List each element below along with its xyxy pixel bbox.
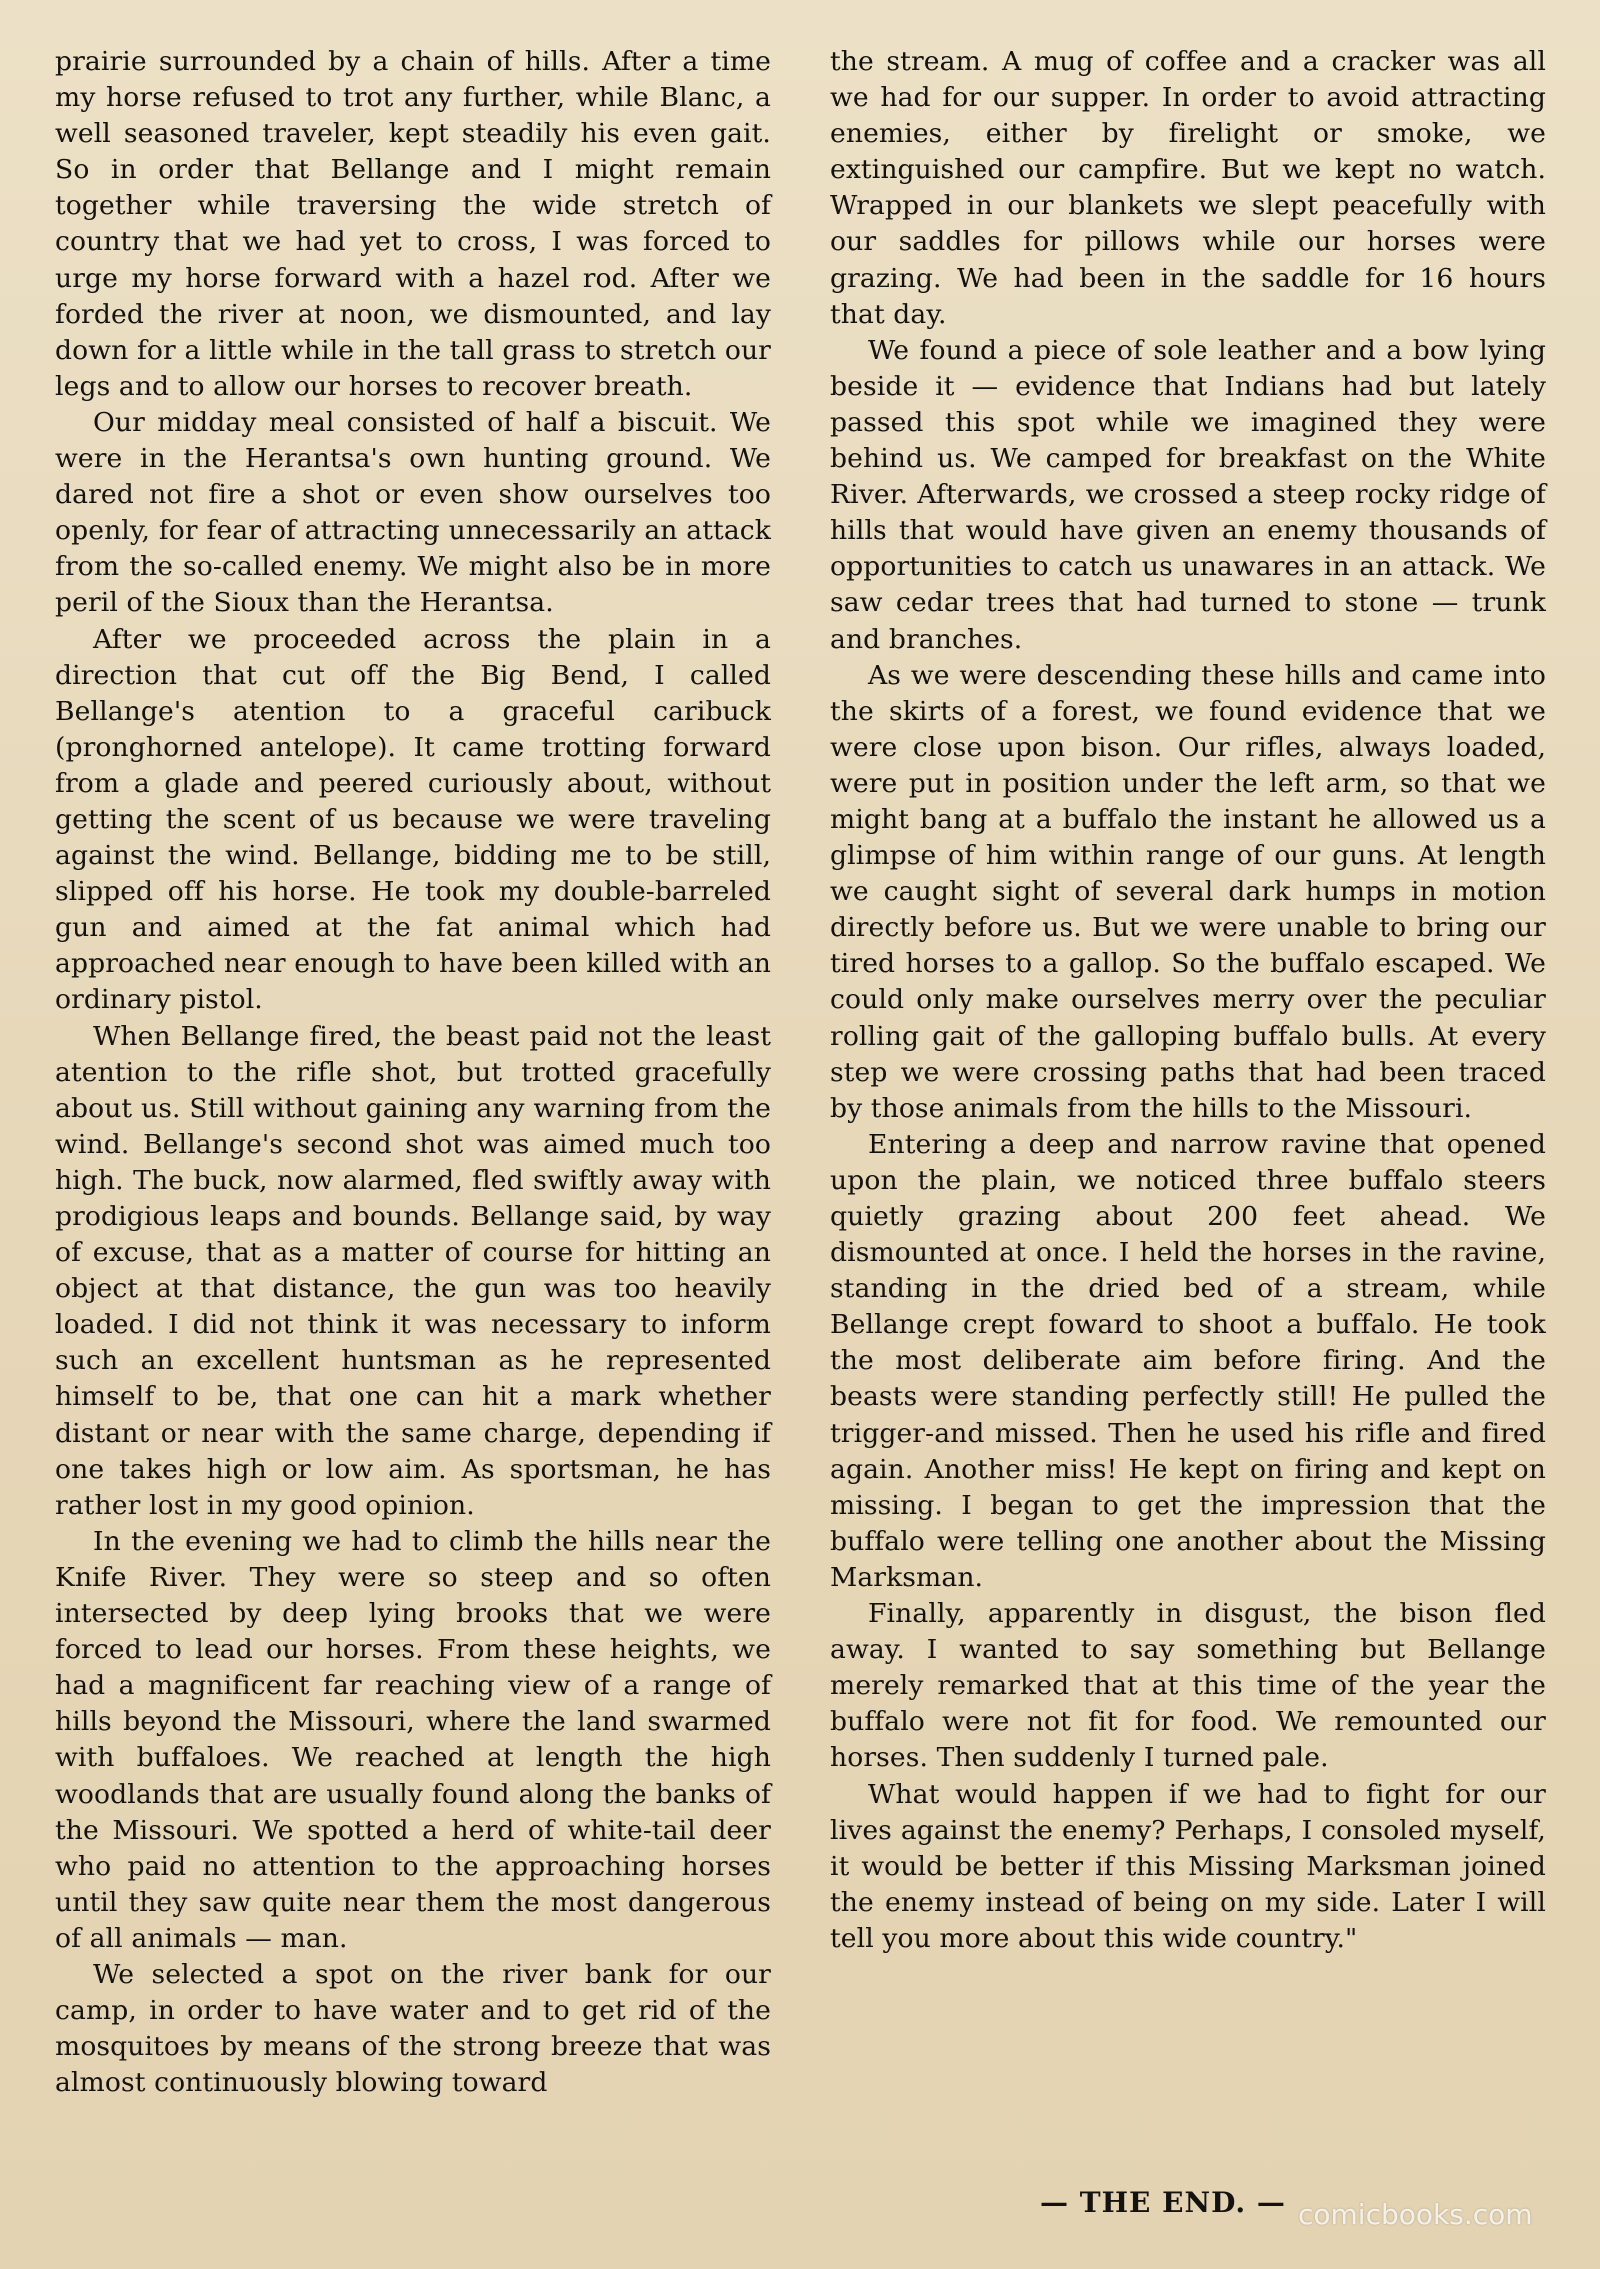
paragraph: Our midday meal consisted of half a biscuit. We were in the Herantsa's own hunting ground. We dared not fire a shot or even show ourselves too openly, for fear of attracting unnecessarily an attack from the so-called enemy. We might also be in more peril of the Sioux than the Herantsa. [55, 406, 771, 619]
the-end-label: — THE END. — [1040, 2186, 1286, 2219]
paragraph: prairie surrounded by a chain of hills. After a time my horse refused to trot any further, while Blanc, a well seasoned traveler, kept steadily his even gait. So in order that Bellange and I might remain together while traversing the wide stretch of country that we had yet to cross, I was forced to urge my horse forward with a hazel rod. After we forded the river at noon, we dismounted, and lay down for a little while in the tall grass to stretch our legs and to allow our horses to recover breath. [55, 46, 771, 402]
left-text-column [55, 44, 771, 2101]
paragraph: When Bellange fired, the beast paid not the least atention to the rifle shot, but trotted gracefully about us. Still without gaining any warning from the wind. Bellange's second shot was aimed much too high. The buck, now alarmed, fled swiftly away with prodigious leaps and bounds. Bellange said, by way of excuse, that as a matter of course for hitting an object at that distance, the gun was too heavily loaded. I did not think it was necessary to inform such an excellent huntsman as he represented himself to be, that one can hit a mark whether distant or near with the same charge, depending if one takes high or low aim. As sportsman, he has rather lost in my good opinion. [55, 1020, 771, 1521]
paragraph: We selected a spot on the river bank for our camp, in order to have water and to get rid of the mosquitoes by means of the strong breeze that was almost continuously blowing toward [55, 1958, 771, 2099]
paragraph: We found a piece of sole leather and a bow lying beside it — evidence that Indians had but lately passed this spot while we imagined they were behind us. We camped for breakfast on the White River. Afterwards, we crossed a steep rocky ridge of hills that would have given an enemy thousands of opportunities to catch us unawares in an attack. We saw cedar trees that had turned to stone — trunk and branches. [830, 334, 1546, 655]
paragraph: In the evening we had to climb the hills near the Knife River. They were so steep and so often intersected by deep lying brooks that we were forced to lead our horses. From these heights, we had a magnificent far reaching view of a range of hills beyond the Missouri, where the land swarmed with buffaloes. We reached at length the high woodlands that are usually found along the banks of the Missouri. We spotted a herd of white-tail deer who paid no attention to the approaching horses until they saw quite near them the most dangerous of all animals — man. [55, 1525, 771, 1954]
paragraph: the stream. A mug of coffee and a cracker was all we had for our supper. In order to avoid attracting enemies, either by firelight or smoke, we extinguished our campfire. But we kept no watch. Wrapped in our blankets we slept peacefully with our saddles for pillows while our horses were grazing. We had been in the saddle for 16 hours that day. [830, 46, 1546, 330]
right-text-column [830, 44, 1546, 1957]
paragraph: What would happen if we had to fight for our lives against the enemy? Perhaps, I consoled myself, it would be better if this Missing Marksman joined the enemy instead of being on my side. Later I will tell you more about this wide country." [830, 1778, 1546, 1954]
paragraph: Finally, apparently in disgust, the bison fled away. I wanted to say something but Bellange merely remarked that at this time of the year the buffalo were not fit for food. We remounted our horses. Then suddenly I turned pale. [830, 1598, 1546, 1774]
paragraph: As we were descending these hills and came into the skirts of a forest, we found evidence that we were close upon bison. Our rifles, always loaded, were put in position under the left arm, so that we might bang at a buffalo the instant he allowed us a glimpse of him within range of our guns. At length we caught sight of several dark humps in motion directly before us. But we were unable to bring our tired horses to a gallop. So the buffalo escaped. We could only make ourselves merry over the peculiar rolling gait of the galloping buffalo bulls. At every step we were crossing paths that had been traced by those animals from the hills to the Missouri. [830, 659, 1546, 1124]
paragraph: Entering a deep and narrow ravine that opened upon the plain, we noticed three buffalo steers quietly grazing about 200 feet ahead. We dismounted at once. I held the horses in the ravine, standing in the dried bed of a stream, while Bellange crept foward to shoot a buffalo. He took the most deliberate aim before firing. And the beasts were standing perfectly still! He pulled the trigger-and missed. Then he used his rifle and fired again. Another miss! He kept on firing and kept on missing. I began to get the impression that the buffalo were telling one another about the Missing Marksman. [830, 1128, 1546, 1593]
paragraph: After we proceeded across the plain in a direction that cut off the Big Bend, I called Bellange's atention to a graceful caribuck (pronghorned antelope). It came trotting forward from a glade and peered curiously about, without getting the scent of us because we were traveling against the wind. Bellange, bidding me to be still, slipped off his horse. He took my double-barreled gun and aimed at the fat animal which had approached near enough to have been killed with an ordinary pistol. [55, 623, 772, 1016]
watermark: comicbooks.com [1298, 2198, 1533, 2231]
